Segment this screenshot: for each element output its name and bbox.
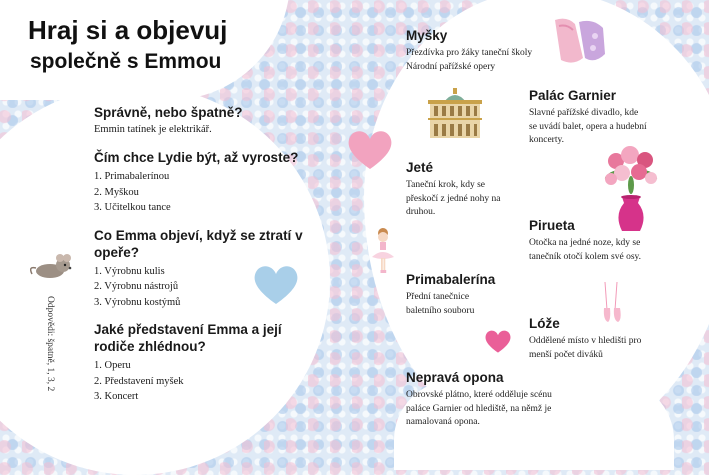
glossary-entry-jete (406, 160, 518, 220)
glossary-entry-loze (529, 316, 644, 362)
glossary-entry-palac-garnier (529, 88, 647, 148)
left-page (0, 0, 354, 473)
quiz (94, 104, 324, 416)
option-item: 1. Primabalerínou (94, 171, 170, 182)
quiz-question-4 (94, 321, 324, 405)
flower-vase-icon (602, 145, 660, 237)
glossary-term: Primabalerína (406, 272, 496, 287)
glossary-entry-mysky (406, 28, 536, 74)
options-list (94, 358, 324, 405)
glossary-entry-neprava-opona (406, 370, 566, 430)
option-item: 3. Výrobnu kostýmů (94, 296, 181, 308)
title-line-1: Hraj si a objevuj (28, 15, 228, 45)
right-page (354, 0, 709, 473)
glossary-definition: Přezdívka pro žáky taneční školy Národní pařížské opery (406, 48, 533, 72)
glossary-entry-primabalerina (406, 272, 501, 318)
glossary-definition: Přední tanečnice baletního souboru (406, 292, 475, 316)
option-item: 1. Operu (94, 360, 131, 371)
question-text: Čím chce Lydie být, až vyroste? (94, 150, 299, 165)
answers-note: Odpovědi: špatně, 1, 3, 2 (45, 296, 55, 392)
glossary-definition: Oddělené místo v hledišti pro menší počet diváků (529, 336, 642, 360)
question-text: Co Emma objeví, když se ztratí v opeře? (94, 227, 303, 260)
option-item: 3. Koncert (94, 391, 139, 402)
glossary-term: Palác Garnier (529, 88, 617, 103)
question-text: Jaké představení Emma a její rodiče zhlédnou? (94, 322, 282, 354)
option-item: 3. Učitelkou tance (94, 202, 171, 213)
glossary-term: Myšky (406, 28, 448, 43)
glossary-definition: Taneční krok, kdy se přeskočí z jedné nohy na druhou. (406, 180, 501, 217)
option-item: 1. Výrobnu kulis (94, 265, 165, 277)
option-item: 2. Výrobnu nástrojů (94, 281, 179, 292)
option-item: 2. Představení myšek (94, 375, 184, 387)
ballerina-icon (370, 227, 396, 275)
glossary-definition: Otočka na jedné noze, kdy se tanečník otočí kolem své osy. (529, 238, 642, 262)
glossary-term: Nepravá opona (406, 370, 504, 385)
palais-garnier-icon (426, 86, 484, 140)
question-text: Správně, nebo špatně? (94, 105, 243, 120)
pointe-shoes-icon (601, 280, 625, 324)
pink-heart-icon (346, 127, 394, 171)
quiz-question-1 (94, 104, 324, 135)
hot-pink-heart-icon (484, 328, 512, 354)
mouse-icon (30, 250, 74, 280)
blue-heart-icon (252, 262, 300, 306)
options-list (94, 169, 324, 216)
option-item: 2. Myškou (94, 186, 139, 198)
page-title (28, 14, 227, 76)
title-line-2: společně s Emmou (30, 50, 222, 73)
glossary-definition: Slavné pařížské divadlo, kde se uvádí balet, opera a hudební koncerty. (529, 108, 647, 145)
question-statement: Emmin tatínek je elektrikář. (94, 124, 212, 135)
glossary-term: Jeté (406, 160, 434, 175)
glossary-term: Pirueta (529, 218, 575, 233)
glossary-term: Lóže (529, 316, 560, 331)
ballet-costume-icon (549, 14, 611, 68)
quiz-question-2 (94, 149, 324, 216)
glossary-definition: Obrovské plátno, které odděluje scénu paláce Garnier od hlediště, na němž je namalovaná opona. (406, 390, 552, 427)
